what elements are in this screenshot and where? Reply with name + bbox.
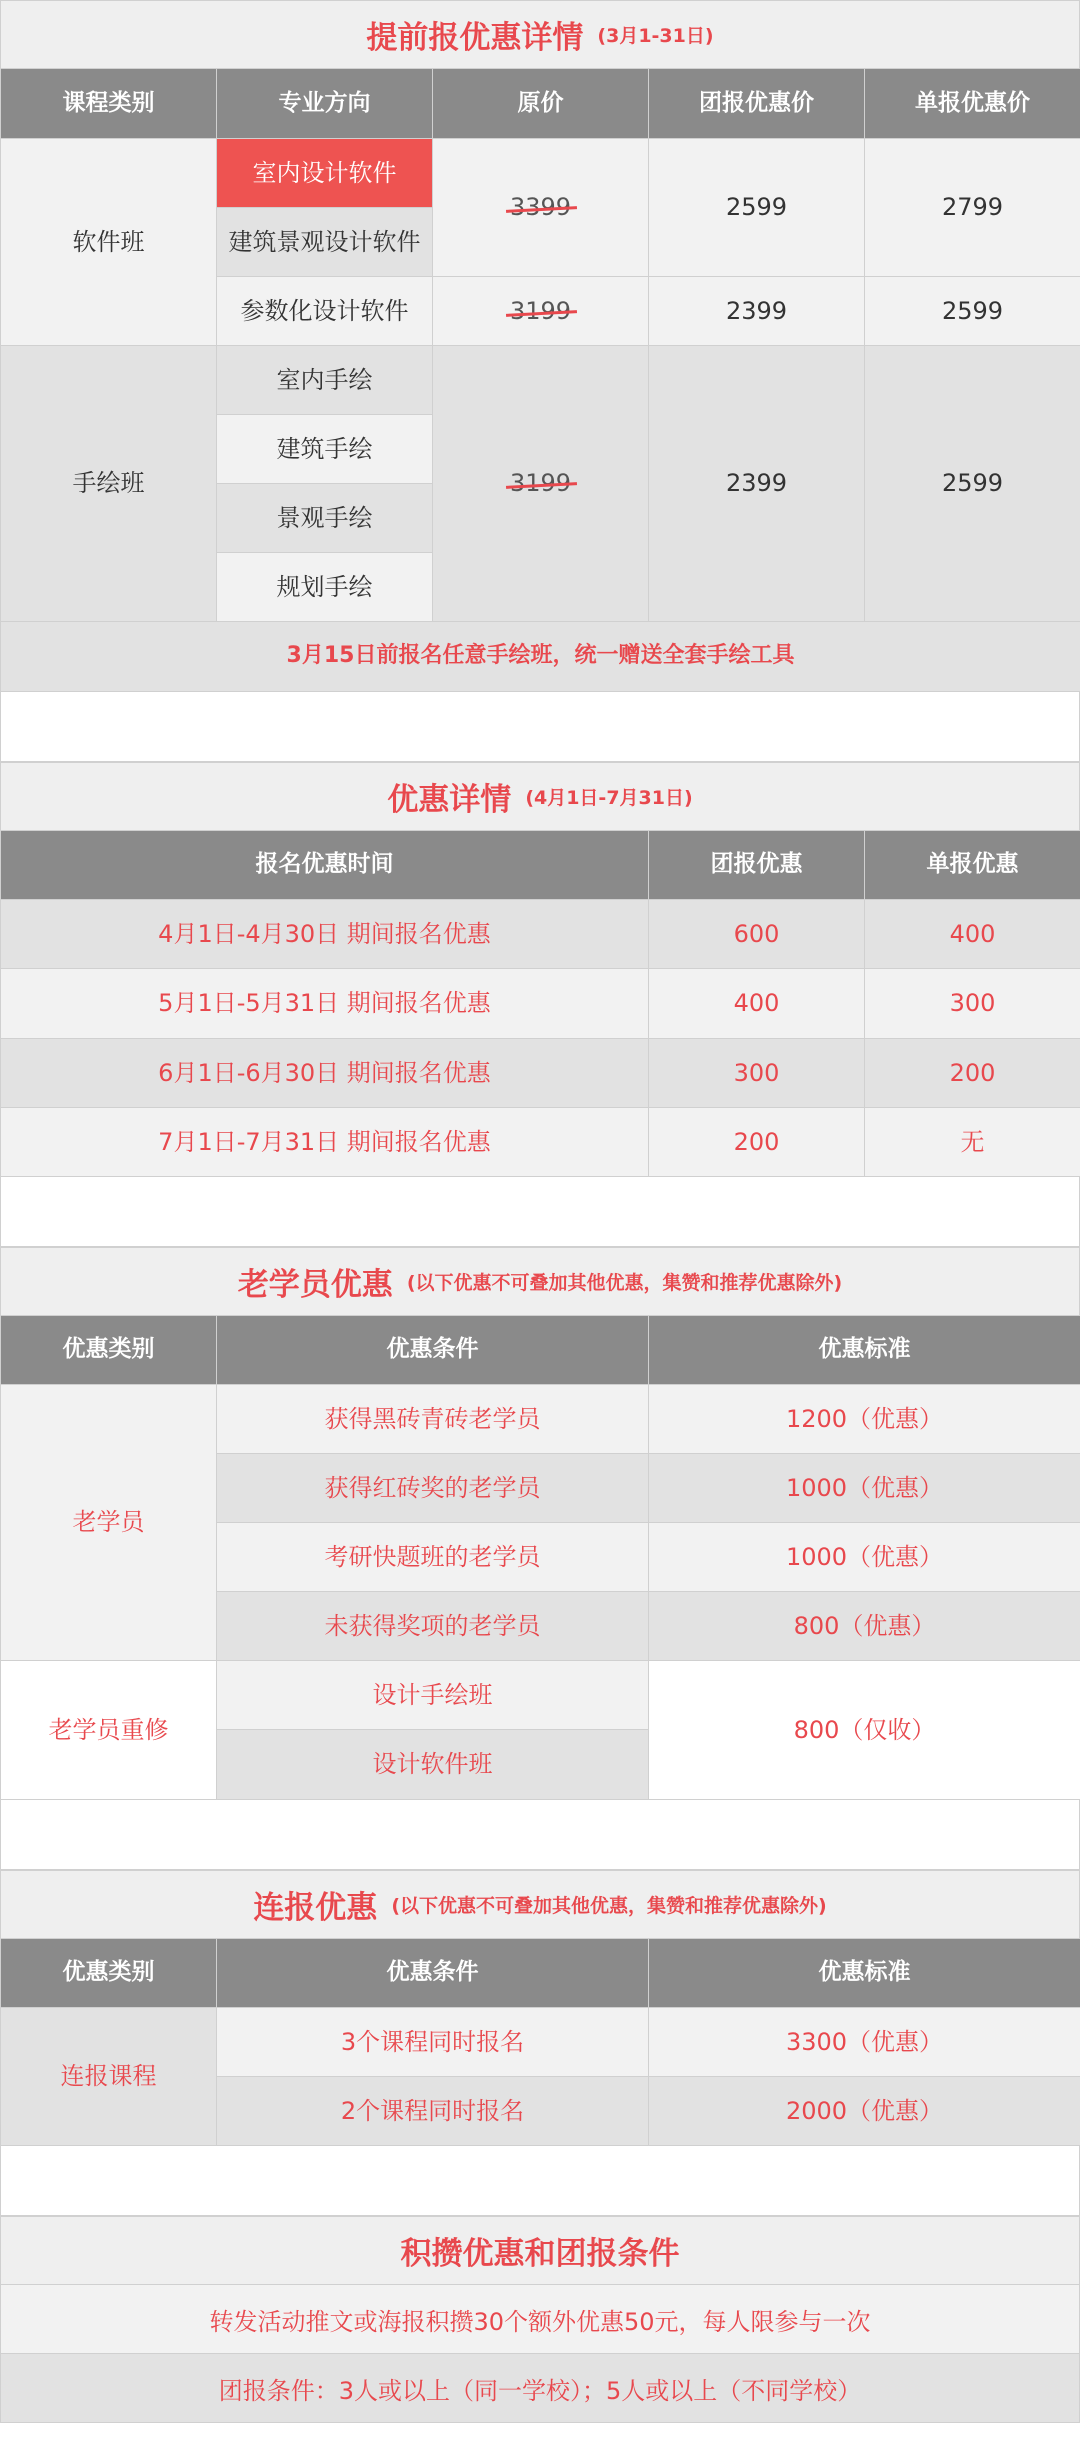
spacer — [0, 1177, 1080, 1247]
spacer — [0, 1800, 1080, 1870]
condition-cell: 设计手绘班 — [217, 1661, 649, 1730]
single-price-cell: 2599 — [865, 346, 1080, 622]
original-price: 3399 — [509, 193, 572, 222]
major-cell[interactable]: 建筑景观设计软件 — [217, 208, 433, 277]
section-subtitle: (3月1-31日) — [597, 25, 714, 47]
header-cell: 报名优惠时间 — [1, 831, 649, 900]
category-cell: 老学员 — [1, 1385, 217, 1661]
standard-cell: 2000（优惠） — [649, 2077, 1080, 2146]
single-discount-cell: 400 — [865, 900, 1080, 969]
single-discount-cell: 300 — [865, 969, 1080, 1039]
standard-cell: 1200（优惠） — [649, 1385, 1080, 1454]
section-discount-title — [0, 762, 1080, 831]
condition-cell: 未获得奖项的老学员 — [217, 1592, 649, 1661]
header-cell: 团报优惠 — [649, 831, 865, 900]
group-price-cell: 2399 — [649, 346, 865, 622]
group-discount-cell: 400 — [649, 969, 865, 1039]
header-cell: 优惠类别 — [1, 1316, 217, 1385]
share-rule: 转发活动推文或海报积攒30个额外优惠50元，每人限参与一次 — [0, 2285, 1080, 2354]
original-price: 3199 — [509, 296, 572, 325]
group-discount-cell: 200 — [649, 1108, 865, 1177]
section-title: 提前报优惠详情 — [366, 20, 584, 56]
header-cell: 优惠条件 — [217, 1316, 649, 1385]
original-price-cell — [433, 139, 649, 277]
group-discount-cell: 300 — [649, 1039, 865, 1108]
major-cell-selected[interactable]: 室内设计软件 — [217, 139, 433, 208]
group-price-cell: 2599 — [649, 139, 865, 277]
header-cell: 专业方向 — [217, 69, 433, 139]
alumni-table — [0, 1316, 1080, 1800]
category-cell: 老学员重修 — [1, 1661, 217, 1800]
time-cell: 4月1日-4月30日 期间报名优惠 — [1, 900, 649, 969]
category-cell: 连报课程 — [1, 2008, 217, 2146]
group-price-cell: 2399 — [649, 277, 865, 346]
single-discount-cell: 200 — [865, 1039, 1080, 1108]
standard-cell: 1000（优惠） — [649, 1454, 1080, 1523]
condition-cell: 获得黑砖青砖老学员 — [217, 1385, 649, 1454]
time-cell: 6月1日-6月30日 期间报名优惠 — [1, 1039, 649, 1108]
group-discount-cell: 600 — [649, 900, 865, 969]
header-cell: 单报优惠价 — [865, 69, 1080, 139]
standard-cell: 1000（优惠） — [649, 1523, 1080, 1592]
category-cell: 软件班 — [1, 139, 217, 346]
condition-cell: 设计软件班 — [217, 1730, 649, 1800]
section-subtitle: (以下优惠不可叠加其他优惠，集赞和推荐优惠除外) — [391, 1895, 827, 1917]
major-cell[interactable]: 参数化设计软件 — [217, 277, 433, 346]
spacer — [0, 2146, 1080, 2216]
condition-cell: 获得红砖奖的老学员 — [217, 1454, 649, 1523]
promo-note: 3月15日前报名任意手绘班，统一赠送全套手绘工具 — [1, 622, 1080, 692]
spacer — [0, 692, 1080, 762]
section-title: 老学员优惠 — [237, 1267, 393, 1303]
group-rule: 团报条件：3人或以上（同一学校）；5人或以上（不同学校） — [0, 2354, 1080, 2423]
header-cell: 优惠标准 — [649, 1316, 1080, 1385]
header-cell: 课程类别 — [1, 69, 217, 139]
time-cell: 7月1日-7月31日 期间报名优惠 — [1, 1108, 649, 1177]
header-cell: 优惠标准 — [649, 1939, 1080, 2008]
header-cell: 原价 — [433, 69, 649, 139]
header-cell: 优惠类别 — [1, 1939, 217, 2008]
original-price-cell — [433, 277, 649, 346]
standard-cell: 3300（优惠） — [649, 2008, 1080, 2077]
header-cell: 团报优惠价 — [649, 69, 865, 139]
standard-cell: 800（优惠） — [649, 1592, 1080, 1661]
early-pricing-table — [0, 69, 1080, 692]
single-price-cell: 2799 — [865, 139, 1080, 277]
single-price-cell: 2599 — [865, 277, 1080, 346]
major-cell[interactable]: 规划手绘 — [217, 553, 433, 622]
section-subtitle: (以下优惠不可叠加其他优惠，集赞和推荐优惠除外) — [406, 1272, 843, 1294]
discount-table — [0, 831, 1080, 1177]
header-cell: 优惠条件 — [217, 1939, 649, 2008]
condition-cell: 考研快题班的老学员 — [217, 1523, 649, 1592]
section-subtitle: (4月1日-7月31日) — [525, 787, 693, 809]
category-cell: 手绘班 — [1, 346, 217, 622]
section-title: 优惠详情 — [387, 782, 512, 818]
single-discount-cell: 无 — [865, 1108, 1080, 1177]
header-cell: 单报优惠 — [865, 831, 1080, 900]
section-share-title — [0, 2216, 1080, 2285]
condition-cell: 3个课程同时报名 — [217, 2008, 649, 2077]
major-cell[interactable]: 室内手绘 — [217, 346, 433, 415]
section-alumni-title — [0, 1247, 1080, 1316]
time-cell: 5月1日-5月31日 期间报名优惠 — [1, 969, 649, 1039]
major-cell[interactable]: 景观手绘 — [217, 484, 433, 553]
section-early-title — [0, 0, 1080, 69]
section-title: 连报优惠 — [253, 1890, 378, 1926]
section-multi-title — [0, 1870, 1080, 1939]
standard-cell: 800（仅收） — [649, 1661, 1080, 1800]
original-price-cell — [433, 346, 649, 622]
section-title: 积攒优惠和团报条件 — [400, 2236, 680, 2272]
original-price: 3199 — [509, 469, 572, 498]
condition-cell: 2个课程同时报名 — [217, 2077, 649, 2146]
multi-course-table — [0, 1939, 1080, 2146]
major-cell[interactable]: 建筑手绘 — [217, 415, 433, 484]
